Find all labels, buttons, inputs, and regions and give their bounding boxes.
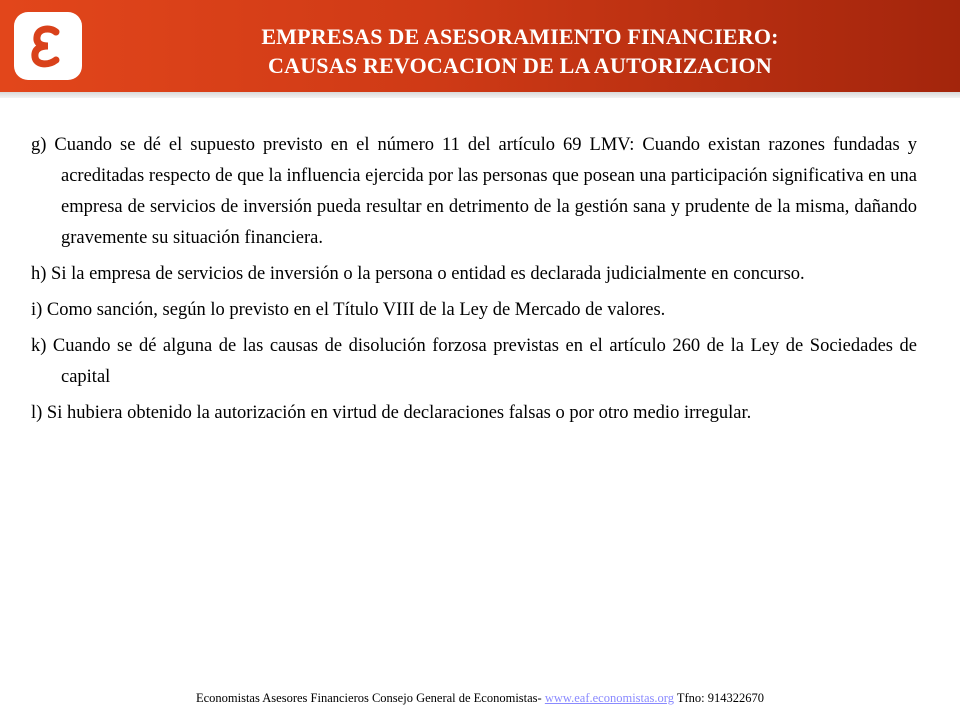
title-line-1: EMPRESAS DE ASESORAMIENTO FINANCIERO: [261, 24, 779, 49]
list-item-g: g) Cuando se dé el supuesto previsto en el número 11 del artículo 69 LMV: Cuando existan razones fundadas y acreditadas respecto de que la influencia ejercida por las personas que posean una participación significativa en una empresa de servicios de inversión pueda resultar en detrimento de la gestión sana y prudente de la misma, dañando gravemente su situación financiera. [31, 135, 917, 248]
logo [14, 12, 82, 80]
list-item-i: i) Como sanción, según lo previsto en el Título VIII de la Ley de Mercado de valores. [31, 300, 666, 320]
footer-text: Economistas Asesores Financieros Consejo General de Economistas- [195, 691, 545, 705]
list-item-l: l) Si hubiera obtenido la autorización en virtud de declaraciones falsas o por otro medio irregular. [31, 403, 752, 423]
epsilon-logo-icon [14, 12, 82, 80]
causes-list [31, 130, 917, 434]
list-item-k: k) Cuando se dé alguna de las causas de disolución forzosa previstas en el artículo 260 de la Ley de Sociedades de capital [31, 336, 917, 387]
title-banner [0, 0, 960, 92]
header-divider [0, 92, 960, 98]
title-line-2: CAUSAS REVOCACION DE LA AUTORIZACION [268, 53, 772, 78]
footer-phone: Tfno: 914322670 [673, 691, 765, 705]
footer-website-link[interactable]: www.eaf.economistas.org [544, 691, 674, 705]
page-title [100, 22, 940, 80]
list-item-h: h) Si la empresa de servicios de inversión o la persona o entidad es declarada judicialmente en concurso. [31, 264, 805, 284]
footer [0, 691, 960, 706]
